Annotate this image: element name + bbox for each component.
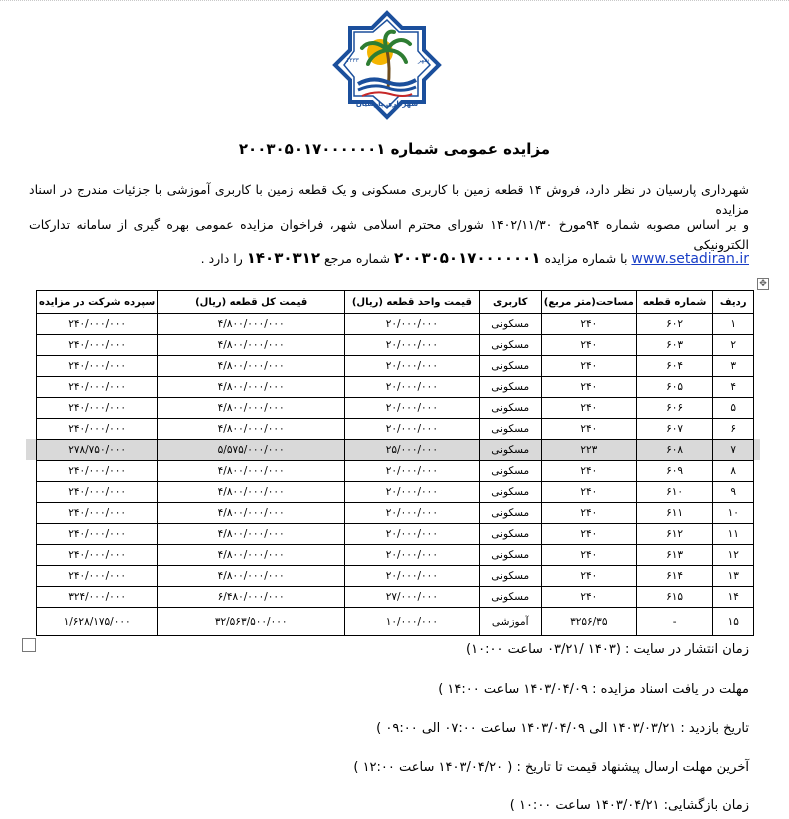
bid-deadline: آخرین مهلت ارسال پیشنهاد قیمت تا تاریخ : ( ۱۴۰۳/۰۴/۲۰ ساعت ۱۲:۰۰ ) xyxy=(353,760,749,775)
cell-row-number: ۱۲ xyxy=(713,545,754,566)
cell-row-number: ۵ xyxy=(713,398,754,419)
cell-unit-price: ۲۰/۰۰۰/۰۰۰ xyxy=(345,524,480,545)
table-row xyxy=(37,608,754,636)
cell-unit-price: ۲۰/۰۰۰/۰۰۰ xyxy=(345,482,480,503)
cell-unit-price: ۲۰/۰۰۰/۰۰۰ xyxy=(345,545,480,566)
cell-row-number: ۳ xyxy=(713,356,754,377)
cell-deposit: ۲۴۰/۰۰۰/۰۰۰ xyxy=(37,419,158,440)
cell-usage: مسکونی xyxy=(479,482,541,503)
table-row xyxy=(37,335,754,356)
cell-usage: مسکونی xyxy=(479,419,541,440)
cell-area: ۲۴۰ xyxy=(541,335,636,356)
cell-unit-price: ۱۰/۰۰۰/۰۰۰ xyxy=(345,608,480,636)
visit-date: تاریخ بازدید : ۱۴۰۳/۰۳/۲۱ الی ۱۴۰۳/۰۴/۰۹ ساعت ۰۷:۰۰ الی ۰۹:۰۰ ) xyxy=(376,721,749,736)
cell-total-price: ۴/۸۰۰/۰۰۰/۰۰۰ xyxy=(158,566,345,587)
logo-year: ۱۳۳۳ xyxy=(346,57,359,64)
cell-plot-number: ۶۱۲ xyxy=(636,524,713,545)
cell-area: ۲۴۰ xyxy=(541,503,636,524)
table-row xyxy=(37,356,754,377)
cell-total-price: ۴/۸۰۰/۰۰۰/۰۰۰ xyxy=(158,503,345,524)
cell-deposit: ۲۷۸/۷۵۰/۰۰۰ xyxy=(37,440,158,461)
cell-usage: مسکونی xyxy=(479,356,541,377)
plots-table xyxy=(36,290,754,636)
cell-row-number: ۲ xyxy=(713,335,754,356)
logo-text: شهرداری پارسیان xyxy=(355,100,419,108)
cell-unit-price: ۲۰/۰۰۰/۰۰۰ xyxy=(345,314,480,335)
cell-plot-number: ۶۱۱ xyxy=(636,503,713,524)
cell-deposit: ۲۴۰/۰۰۰/۰۰۰ xyxy=(37,398,158,419)
cell-area: ۲۴۰ xyxy=(541,356,636,377)
cell-area: ۲۴۰ xyxy=(541,398,636,419)
cell-unit-price: ۲۰/۰۰۰/۰۰۰ xyxy=(345,461,480,482)
cell-plot-number: ۶۰۲ xyxy=(636,314,713,335)
intro-line-3-part-a: با شماره مزایده xyxy=(540,251,628,266)
cell-usage: مسکونی xyxy=(479,314,541,335)
cell-plot-number: ۶۰۸ xyxy=(636,440,713,461)
cell-row-number: ۸ xyxy=(713,461,754,482)
table-row xyxy=(37,566,754,587)
header-unit-price: قیمت واحد قطعه (ریال) xyxy=(345,291,480,314)
publish-time: زمان انتشار در سایت : (۱۴۰۳ /۰۳/۲۱ ساعت ۱۰:۰۰) xyxy=(466,642,749,657)
cell-total-price: ۶/۴۸۰/۰۰۰/۰۰۰ xyxy=(158,587,345,608)
intro-line-2: و بر اساس مصوبه شماره ۹۴مورخ ۱۴۰۲/۱۱/۳۰ شورای محترم اسلامی شهر، فراخوان مزایده عمومی بهره گیری از سامانه تدارکات الکترونیکی xyxy=(29,217,750,252)
logo-subtitle: شهر xyxy=(418,57,430,64)
cell-usage: مسکونی xyxy=(479,398,541,419)
cell-unit-price: ۲۵/۰۰۰/۰۰۰ xyxy=(345,440,480,461)
cell-deposit: ۲۴۰/۰۰۰/۰۰۰ xyxy=(37,503,158,524)
document-deadline: مهلت در یافت اسناد مزایده : ۱۴۰۳/۰۴/۰۹ ساعت ۱۴:۰۰ ) xyxy=(438,682,749,697)
opening-time: زمان بازگشایی: ۱۴۰۳/۰۴/۲۱ ساعت ۱۰:۰۰ ) xyxy=(509,798,749,813)
table-row xyxy=(37,461,754,482)
table-header-row xyxy=(37,291,754,314)
header-usage: کاربری xyxy=(479,291,541,314)
cell-usage: مسکونی xyxy=(479,503,541,524)
page-title: مزایده عمومی شماره ۲۰۰۳۰۵۰۱۷۰۰۰۰۰۰۱ xyxy=(238,140,551,158)
cell-deposit: ۲۴۰/۰۰۰/۰۰۰ xyxy=(37,545,158,566)
cell-total-price: ۴/۸۰۰/۰۰۰/۰۰۰ xyxy=(158,314,345,335)
cell-total-price: ۴/۸۰۰/۰۰۰/۰۰۰ xyxy=(158,335,345,356)
cell-total-price: ۴/۸۰۰/۰۰۰/۰۰۰ xyxy=(158,482,345,503)
cell-usage: مسکونی xyxy=(479,440,541,461)
cell-usage: مسکونی xyxy=(479,545,541,566)
intro-line-3-part-c: را دارد . xyxy=(200,251,243,266)
cell-deposit: ۲۴۰/۰۰۰/۰۰۰ xyxy=(37,566,158,587)
table-row xyxy=(37,524,754,545)
cell-plot-number: ۶۰۵ xyxy=(636,377,713,398)
cell-plot-number: ۶۱۳ xyxy=(636,545,713,566)
reference-number: ۱۴۰۳۰۳۱۲ xyxy=(246,249,320,267)
cell-plot-number: ۶۰۳ xyxy=(636,335,713,356)
cell-plot-number: ۶۱۰ xyxy=(636,482,713,503)
cell-deposit: ۲۴۰/۰۰۰/۰۰۰ xyxy=(37,482,158,503)
cell-row-number: ۱ xyxy=(713,314,754,335)
table-resize-handle[interactable] xyxy=(22,638,36,652)
cell-row-number: ۱۵ xyxy=(713,608,754,636)
intro-line-3 xyxy=(29,248,749,269)
table-row xyxy=(37,314,754,335)
cell-total-price: ۴/۸۰۰/۰۰۰/۰۰۰ xyxy=(158,524,345,545)
header-area: مساحت(متر مربع) xyxy=(541,291,636,314)
cell-area: ۲۴۰ xyxy=(541,314,636,335)
cell-unit-price: ۲۰/۰۰۰/۰۰۰ xyxy=(345,419,480,440)
municipality-logo xyxy=(332,10,442,124)
cell-deposit: ۲۴۰/۰۰۰/۰۰۰ xyxy=(37,335,158,356)
cell-row-number: ۴ xyxy=(713,377,754,398)
cell-deposit: ۳۲۴/۰۰۰/۰۰۰ xyxy=(37,587,158,608)
cell-plot-number: ۶۰۹ xyxy=(636,461,713,482)
cell-total-price: ۴/۸۰۰/۰۰۰/۰۰۰ xyxy=(158,377,345,398)
cell-plot-number: ۶۱۴ xyxy=(636,566,713,587)
cell-total-price: ۴/۸۰۰/۰۰۰/۰۰۰ xyxy=(158,419,345,440)
cell-usage: مسکونی xyxy=(479,377,541,398)
table-row xyxy=(37,398,754,419)
cell-area: ۲۴۰ xyxy=(541,524,636,545)
cell-usage: مسکونی xyxy=(479,566,541,587)
header-total-price: قیمت کل قطعه (ریال) xyxy=(158,291,345,314)
cell-plot-number: ۶۰۴ xyxy=(636,356,713,377)
cell-deposit: ۲۴۰/۰۰۰/۰۰۰ xyxy=(37,377,158,398)
cell-total-price: ۵/۵۷۵/۰۰۰/۰۰۰ xyxy=(158,440,345,461)
cell-deposit: ۲۴۰/۰۰۰/۰۰۰ xyxy=(37,461,158,482)
setadiran-link[interactable]: www.setadiran.ir xyxy=(631,251,749,267)
cell-row-number: ۱۰ xyxy=(713,503,754,524)
cell-row-number: ۷ xyxy=(713,440,754,461)
cell-row-number: ۱۳ xyxy=(713,566,754,587)
cell-unit-price: ۲۰/۰۰۰/۰۰۰ xyxy=(345,356,480,377)
cell-plot-number: ۶۱۵ xyxy=(636,587,713,608)
cell-total-price: ۴/۸۰۰/۰۰۰/۰۰۰ xyxy=(158,545,345,566)
cell-unit-price: ۲۰/۰۰۰/۰۰۰ xyxy=(345,503,480,524)
cell-total-price: ۴/۸۰۰/۰۰۰/۰۰۰ xyxy=(158,398,345,419)
cell-total-price: ۴/۸۰۰/۰۰۰/۰۰۰ xyxy=(158,461,345,482)
cell-unit-price: ۲۰/۰۰۰/۰۰۰ xyxy=(345,398,480,419)
table-row xyxy=(37,545,754,566)
header-row-number: ردیف xyxy=(713,291,754,314)
intro-line-3-part-b: شماره مرجع xyxy=(319,251,390,266)
cell-area: ۲۴۰ xyxy=(541,461,636,482)
table-move-handle-icon[interactable]: ✥ xyxy=(757,278,769,290)
cell-area: ۲۴۰ xyxy=(541,419,636,440)
cell-usage: آموزشی xyxy=(479,608,541,636)
cell-area: ۳۲۵۶/۳۵ xyxy=(541,608,636,636)
cell-deposit: ۲۴۰/۰۰۰/۰۰۰ xyxy=(37,356,158,377)
cell-usage: مسکونی xyxy=(479,524,541,545)
cell-unit-price: ۲۰/۰۰۰/۰۰۰ xyxy=(345,566,480,587)
cell-unit-price: ۲۰/۰۰۰/۰۰۰ xyxy=(345,377,480,398)
cell-deposit: ۲۴۰/۰۰۰/۰۰۰ xyxy=(37,524,158,545)
cell-plot-number: ۶۰۷ xyxy=(636,419,713,440)
cell-total-price: ۴/۸۰۰/۰۰۰/۰۰۰ xyxy=(158,356,345,377)
table-body xyxy=(37,314,754,636)
header-deposit: سپرده شرکت در مزایده xyxy=(37,291,158,314)
cell-usage: مسکونی xyxy=(479,461,541,482)
cell-row-number: ۱۴ xyxy=(713,587,754,608)
table-row xyxy=(37,503,754,524)
cell-deposit: ۱/۶۲۸/۱۷۵/۰۰۰ xyxy=(37,608,158,636)
cell-row-number: ۱۱ xyxy=(713,524,754,545)
auction-number: ۲۰۰۳۰۵۰۱۷۰۰۰۰۰۰۱ xyxy=(393,249,541,267)
cell-plot-number: - xyxy=(636,608,713,636)
cell-area: ۲۴۰ xyxy=(541,587,636,608)
cell-deposit: ۲۴۰/۰۰۰/۰۰۰ xyxy=(37,314,158,335)
cell-area: ۲۴۰ xyxy=(541,377,636,398)
table-row xyxy=(37,587,754,608)
cell-area: ۲۴۰ xyxy=(541,566,636,587)
header-plot-number: شماره قطعه xyxy=(636,291,713,314)
cell-total-price: ۳۲/۵۶۳/۵۰۰/۰۰۰ xyxy=(158,608,345,636)
cell-usage: مسکونی xyxy=(479,335,541,356)
intro-line-1: شهرداری پارسیان در نظر دارد، فروش ۱۴ قطعه زمین با کاربری مسکونی و یک قطعه زمین با کاربری آموزشی با جزئیات مندرج در اسناد مزایده xyxy=(29,182,749,217)
table-row xyxy=(37,482,754,503)
cell-row-number: ۹ xyxy=(713,482,754,503)
table-row xyxy=(37,377,754,398)
table-row xyxy=(37,440,754,461)
cell-area: ۲۴۰ xyxy=(541,545,636,566)
cell-usage: مسکونی xyxy=(479,587,541,608)
cell-unit-price: ۲۰/۰۰۰/۰۰۰ xyxy=(345,335,480,356)
page-top-boundary xyxy=(0,0,789,5)
cell-unit-price: ۲۷/۰۰۰/۰۰۰ xyxy=(345,587,480,608)
cell-area: ۲۴۰ xyxy=(541,482,636,503)
cell-plot-number: ۶۰۶ xyxy=(636,398,713,419)
cell-row-number: ۶ xyxy=(713,419,754,440)
cell-area: ۲۲۳ xyxy=(541,440,636,461)
table-row xyxy=(37,419,754,440)
